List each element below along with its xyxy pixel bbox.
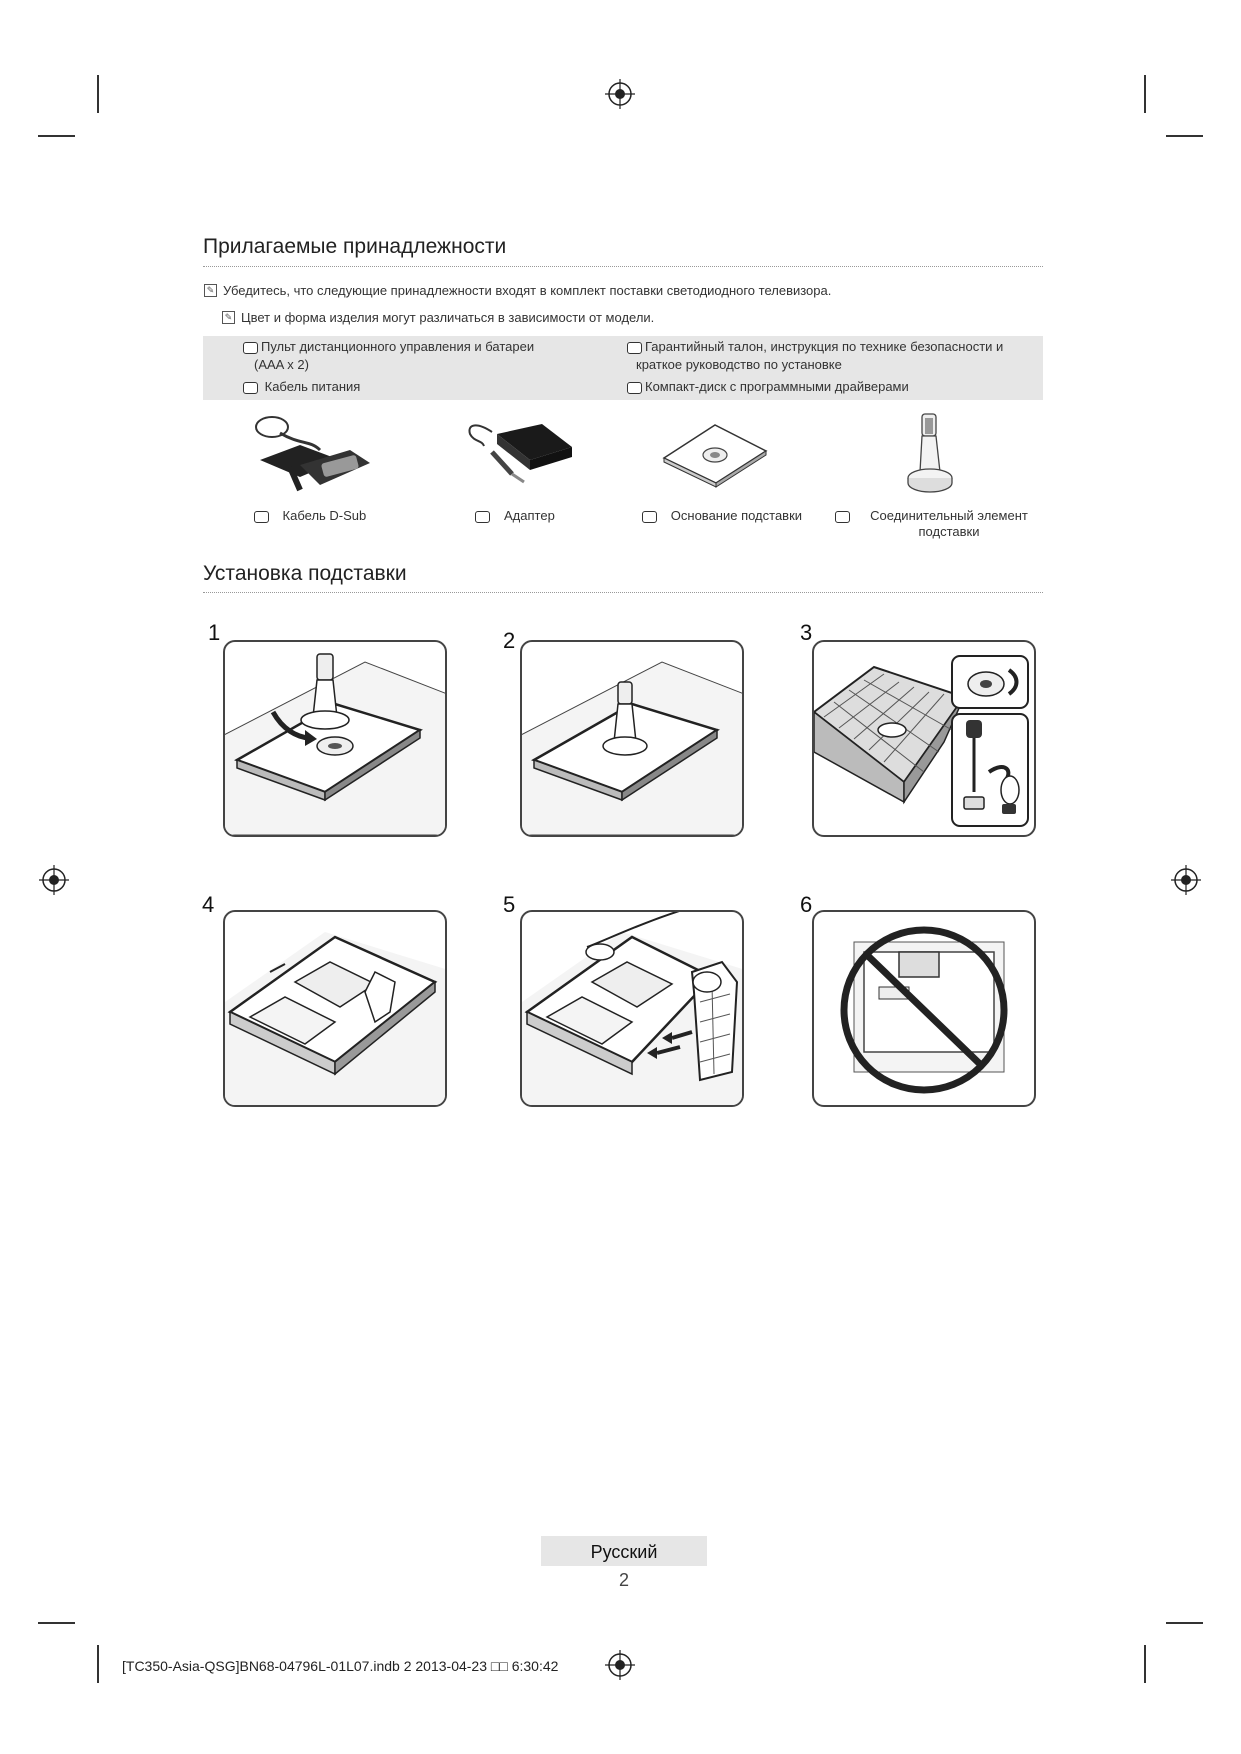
registration-mark-icon: [605, 79, 635, 109]
step-number: 1: [208, 620, 221, 645]
stand-connector-icon: [900, 410, 960, 495]
step-number: 6: [800, 892, 813, 917]
checkbox-icon: [627, 342, 642, 354]
accessory-label: Адаптер: [465, 508, 565, 524]
registration-mark-icon: [1171, 865, 1201, 895]
note-1: [204, 283, 831, 298]
step-6-illustration: [812, 910, 1036, 1107]
step-number: 3: [800, 620, 813, 645]
step-3-illustration: [812, 640, 1036, 837]
registration-mark-icon: [605, 1650, 635, 1680]
section-title-accessories: Прилагаемые принадлежности: [203, 235, 507, 258]
divider: [203, 592, 1043, 593]
list-item: Пульт дистанционного управления и батареи: [243, 338, 534, 355]
accessory-label: Основание подставки: [632, 508, 812, 524]
checkbox-icon: [243, 382, 258, 394]
stand-base-icon: [660, 413, 770, 488]
checkbox-icon: [627, 382, 642, 394]
step-number: 4: [202, 892, 215, 917]
note-2: [222, 310, 654, 325]
section-title-stand-install: Установка подставки: [203, 562, 407, 585]
checkbox-icon: [475, 511, 490, 523]
accessory-label: Соединительный элемент подставки: [835, 508, 1035, 540]
step-number: 2: [503, 628, 516, 653]
language-label: Русский: [541, 1536, 707, 1566]
page-number: 2: [618, 1570, 629, 1590]
step-1-illustration: [223, 640, 447, 837]
divider: [203, 266, 1043, 267]
checkbox-icon: [254, 511, 269, 523]
list-item: Кабель питания: [243, 378, 360, 395]
step-number: 5: [503, 892, 516, 917]
list-item: Гарантийный талон, инструкция по технике безопасности и: [627, 338, 1003, 355]
accessory-label: Кабель D-Sub: [240, 508, 380, 524]
list-item: краткое руководство по установке: [636, 357, 842, 372]
adapter-icon: [462, 412, 577, 487]
registration-mark-icon: [39, 865, 69, 895]
checkbox-icon: [243, 342, 258, 354]
list-item: Компакт-диск с программными драйверами: [627, 378, 909, 395]
checkbox-icon: [642, 511, 657, 523]
print-info: [TC350-Asia-QSG]BN68-04796L-01L07.indb 2 2013-04-23 □□ 6:30:42: [122, 1658, 559, 1674]
note-icon: ✎: [204, 284, 217, 297]
note-2-text: Цвет и форма изделия могут различаться в зависимости от модели.: [241, 310, 655, 325]
note-1-text: Убедитесь, что следующие принадлежности входят в комплект поставки светодиодного телевизора.: [223, 283, 832, 298]
step-2-illustration: [520, 640, 744, 837]
dsub-cable-icon: [240, 405, 380, 495]
list-item: (AAA x 2): [254, 357, 309, 372]
step-4-illustration: [223, 910, 447, 1107]
checkbox-icon: [835, 511, 850, 523]
note-icon: ✎: [222, 311, 235, 324]
step-5-illustration: [520, 910, 744, 1107]
